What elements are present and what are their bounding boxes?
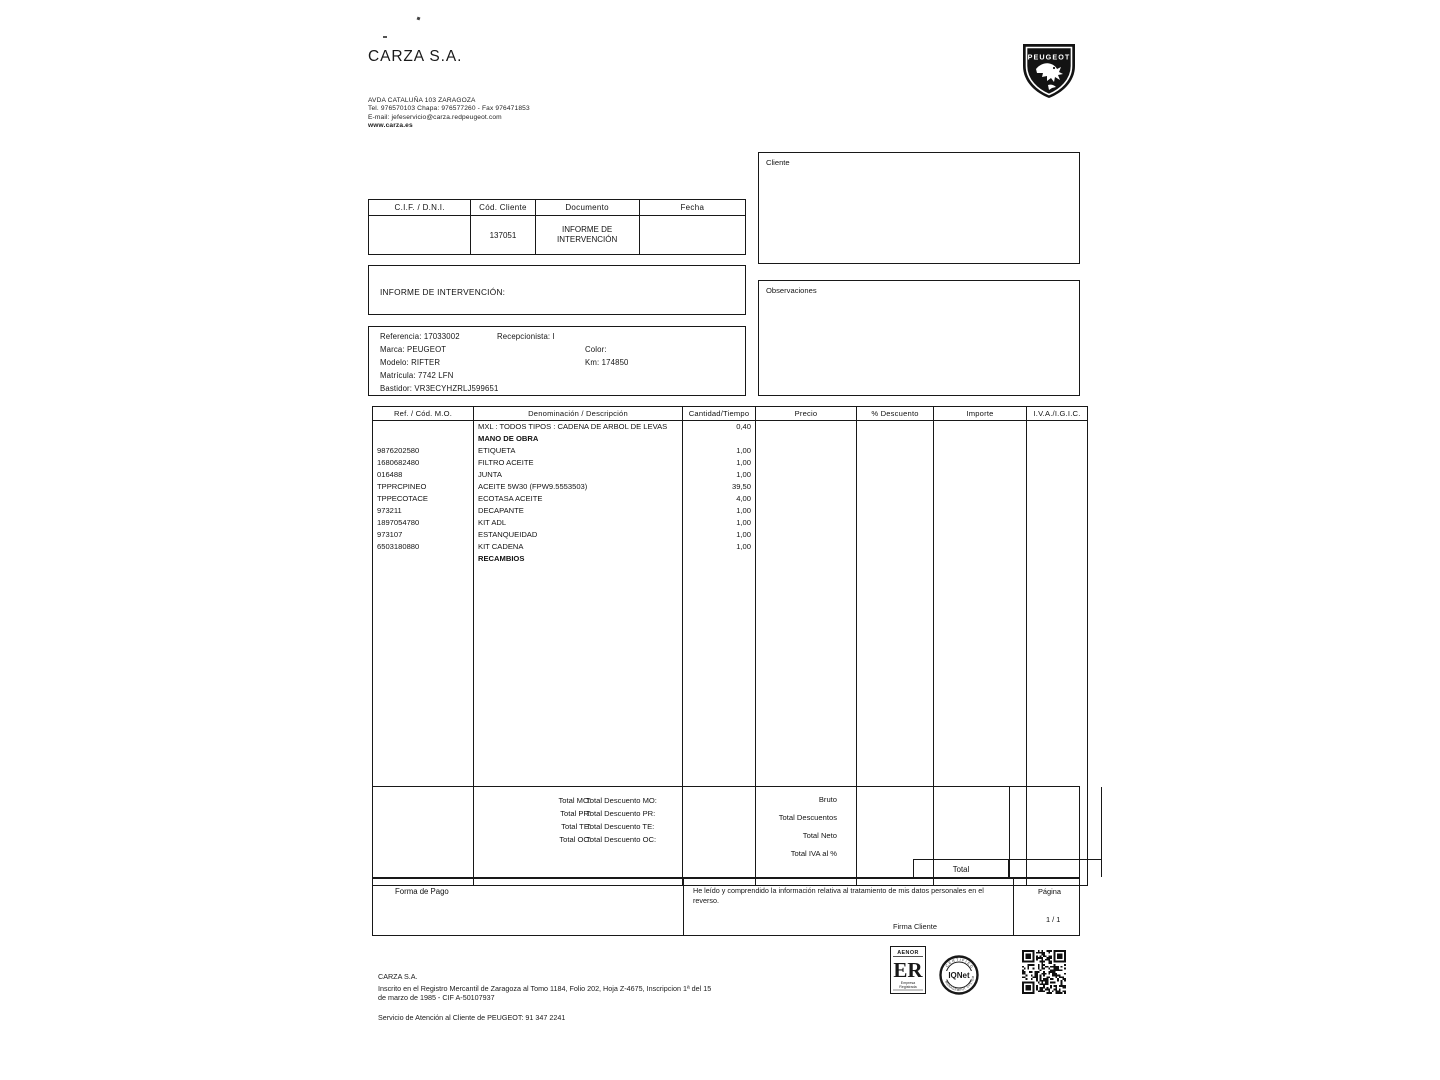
cell-cantidad: 39,50	[683, 481, 756, 493]
totals-row-label: Total Neto	[802, 831, 837, 840]
value-fecha	[639, 216, 745, 255]
table-row	[373, 529, 1088, 541]
cell-importe	[934, 553, 1027, 565]
total-left-label-1: Total PR:	[560, 809, 591, 818]
table-row	[373, 553, 1088, 565]
cell-ref: TPPECOTACE	[373, 493, 474, 505]
firma-cliente-label: Firma Cliente	[893, 922, 937, 931]
cell-importe	[934, 445, 1027, 457]
vehicle-matricula: Matrícula: 7742 LFN	[380, 371, 454, 380]
total-discount-label-1: Total Descuento PR:	[586, 809, 656, 818]
cell-denominacion: FILTRO ACEITE	[474, 457, 683, 469]
header-documento: Documento	[535, 200, 639, 216]
cell-ref	[373, 433, 474, 445]
legal-company: CARZA S.A.	[378, 972, 418, 981]
cell-importe	[934, 493, 1027, 505]
cell-descuento	[857, 445, 934, 457]
cell-descuento	[857, 421, 934, 434]
cell-importe	[934, 481, 1027, 493]
cell-denominacion: ESTANQUEIDAD	[474, 529, 683, 541]
header-cod-cliente: Cód. Cliente	[471, 200, 535, 216]
cell-descuento	[857, 553, 934, 565]
documento-line-1: INFORME DE	[562, 225, 613, 234]
totals-row-2	[802, 827, 1079, 845]
peugeot-logo	[1018, 40, 1080, 100]
svg-text:MANAGEMENT SYSTEM: MANAGEMENT SYSTEM	[944, 975, 976, 993]
cell-denominacion: DECAPANTE	[474, 505, 683, 517]
company-email-line: E-mail: jefeservicio@carza.redpeugeot.com	[368, 113, 502, 121]
cell-cantidad: 1,00	[683, 505, 756, 517]
company-phone-line: Tel. 976570103 Chapa: 976577260 - Fax 976471853	[368, 105, 530, 113]
cell-ref: 6503180880	[373, 541, 474, 553]
cell-cantidad: 0,40	[683, 421, 756, 434]
cell-importe	[934, 517, 1027, 529]
cell-importe	[934, 505, 1027, 517]
footer-divider-pagina	[1013, 879, 1014, 935]
cell-importe	[934, 457, 1027, 469]
qr-code	[1018, 950, 1070, 994]
cell-importe	[934, 421, 1027, 434]
legal-registry-line-1: Inscrito en el Registro Mercantil de Zaragoza al Tomo 1184, Folio 202, Hoja Z-4675, Inscripcion 1ª del 15	[378, 983, 712, 993]
cell-ref: 973211	[373, 505, 474, 517]
cell-cantidad: 1,00	[683, 517, 756, 529]
header-ref: Ref. / Cód. M.O.	[373, 407, 474, 421]
svg-text:Registrada: Registrada	[899, 985, 917, 989]
cell-denominacion: MXL : TODOS TIPOS : CADENA DE ARBOL DE LEVAS	[474, 421, 683, 434]
header-cantidad: Cantidad/Tiempo	[683, 407, 756, 421]
cell-ref: 1897054780	[373, 517, 474, 529]
cell-denominacion: ETIQUETA	[474, 445, 683, 457]
cell-iva	[1027, 493, 1088, 505]
cell-iva	[1027, 481, 1088, 493]
forma-de-pago-label: Forma de Pago	[395, 887, 449, 896]
scan-artifact	[383, 36, 387, 38]
totals-row-label: Total IVA al %	[790, 849, 837, 858]
vehicle-color: Color:	[585, 345, 607, 354]
cell-iva	[1027, 433, 1088, 445]
table-row	[373, 445, 1088, 457]
cell-descuento	[857, 517, 934, 529]
cell-ref: 016488	[373, 469, 474, 481]
cell-precio	[756, 541, 857, 553]
cell-descuento	[857, 469, 934, 481]
vehicle-km: Km: 174850	[585, 358, 629, 367]
table-row	[373, 457, 1088, 469]
vehicle-bastidor: Bastidor: VR3ECYHZRLJ599651	[380, 384, 499, 393]
cell-cantidad: 1,00	[683, 541, 756, 553]
table-row	[373, 541, 1088, 553]
pagina-label: Página	[1038, 887, 1062, 896]
informe-intervencion-box	[368, 265, 746, 315]
vehicle-referencia: Referencia: 17033002	[380, 332, 460, 341]
company-address-line: AVDA CATALUÑA 103 ZARAGOZA	[368, 97, 476, 104]
header-iva: I.V.A./I.G.I.C.	[1027, 407, 1088, 421]
table-row	[373, 517, 1088, 529]
cell-denominacion: KIT CADENA	[474, 541, 683, 553]
cell-cantidad: 1,00	[683, 445, 756, 457]
value-documento	[535, 216, 639, 255]
svg-text:AENOR: AENOR	[897, 950, 919, 956]
cell-importe	[934, 469, 1027, 481]
cell-ref: TPPRCPINEO	[373, 481, 474, 493]
cell-precio	[756, 469, 857, 481]
cell-denominacion: KIT ADL	[474, 517, 683, 529]
cell-cantidad: 1,00	[683, 469, 756, 481]
vehicle-recepcionista: Recepcionista: I	[497, 332, 555, 341]
cell-iva	[1027, 469, 1088, 481]
totals-section	[372, 786, 1080, 878]
cell-iva	[1027, 505, 1088, 517]
table-row	[369, 216, 746, 255]
total-left-label-2: Total TE:	[561, 822, 591, 831]
cell-descuento	[857, 541, 934, 553]
cell-cantidad	[683, 433, 756, 445]
cell-denominacion: JUNTA	[474, 469, 683, 481]
svg-text:IQNet: IQNet	[948, 971, 970, 980]
cell-cantidad	[683, 553, 756, 565]
cell-precio	[756, 505, 857, 517]
cell-descuento	[857, 481, 934, 493]
cell-descuento	[857, 433, 934, 445]
vehicle-marca: Marca: PEUGEOT	[380, 345, 447, 354]
totals-left-column	[481, 794, 591, 846]
pagina-value: 1 / 1	[1046, 915, 1061, 924]
cell-importe	[934, 433, 1027, 445]
legal-registry-line-2: de marzo de 1985 - CIF A-50107937	[378, 993, 495, 1002]
cell-importe	[934, 541, 1027, 553]
footer-divider-consent	[683, 879, 684, 935]
cell-precio	[756, 445, 857, 457]
total-left-label-0: Total MO:	[558, 796, 591, 805]
table-header-row	[369, 200, 746, 216]
cell-ref: 9876202580	[373, 445, 474, 457]
company-website: www.carza.es	[368, 122, 413, 130]
observaciones-box	[758, 280, 1080, 396]
table-row	[373, 481, 1088, 493]
items-header-row	[373, 407, 1088, 421]
header-importe: Importe	[934, 407, 1027, 421]
cell-cantidad: 4,00	[683, 493, 756, 505]
header-descuento: % Descuento	[857, 407, 934, 421]
cell-denominacion: ACEITE 5W30 (FPW9.5553503)	[474, 481, 683, 493]
cell-denominacion: MANO DE OBRA	[474, 433, 683, 445]
table-row	[373, 505, 1088, 517]
footer-row	[372, 878, 1080, 936]
cell-precio	[756, 517, 857, 529]
cell-iva	[1027, 445, 1088, 457]
informe-label: INFORME DE INTERVENCIÓN:	[380, 287, 506, 297]
table-row	[373, 421, 1088, 434]
totals-row-1	[778, 809, 1079, 827]
cell-descuento	[857, 493, 934, 505]
total-discount-label-2: Total Descuento TE:	[586, 822, 655, 831]
vehicle-details-box	[368, 326, 746, 396]
table-row	[373, 493, 1088, 505]
totals-row-label: Bruto	[818, 795, 837, 804]
company-contact-block	[368, 97, 530, 131]
total-discount-label-0: Total Descuento MO:	[586, 796, 657, 805]
cell-iva	[1027, 553, 1088, 565]
cliente-label: Cliente	[766, 158, 790, 167]
svg-text:ER: ER	[893, 958, 923, 982]
cell-denominacion: RECAMBIOS	[474, 553, 683, 565]
cell-precio	[756, 433, 857, 445]
cell-denominacion: ECOTASA ACEITE	[474, 493, 683, 505]
total-discount-label-3: Total Descuento OC:	[586, 835, 657, 844]
cell-descuento	[857, 457, 934, 469]
cell-ref	[373, 553, 474, 565]
totals-row-0	[818, 791, 1079, 809]
cell-descuento	[857, 529, 934, 541]
cell-iva	[1027, 421, 1088, 434]
table-row	[373, 433, 1088, 445]
totals-middle-column	[586, 794, 746, 846]
cell-ref	[373, 421, 474, 434]
svg-text:Empresa: Empresa	[900, 981, 916, 985]
cell-importe	[934, 529, 1027, 541]
company-name: CARZA S.A.	[368, 48, 463, 65]
cell-ref: 1680682480	[373, 457, 474, 469]
consent-text: He leído y comprendido la información relativa al tratamiento de mis datos personales en el reverso.	[693, 886, 984, 905]
totals-row-label: Total Descuentos	[778, 813, 837, 822]
value-cif	[369, 216, 471, 255]
cell-precio	[756, 529, 857, 541]
cell-iva	[1027, 457, 1088, 469]
cell-cantidad: 1,00	[683, 457, 756, 469]
cell-ref: 973107	[373, 529, 474, 541]
value-cod-cliente: 137051	[471, 216, 535, 255]
iqnet-certification-icon	[936, 955, 982, 995]
cell-precio	[756, 481, 857, 493]
documento-line-2: INTERVENCIÓN	[556, 235, 618, 244]
observaciones-label: Observaciones	[766, 286, 817, 295]
header-precio: Precio	[756, 407, 857, 421]
cell-descuento	[857, 505, 934, 517]
totals-divider-iva	[1101, 787, 1102, 877]
totals-right-column	[778, 787, 1079, 877]
vehicle-modelo: Modelo: RIFTER	[380, 358, 441, 367]
cell-iva	[1027, 529, 1088, 541]
cell-iva	[1027, 541, 1088, 553]
cell-cantidad: 1,00	[683, 529, 756, 541]
scan-artifact	[417, 17, 421, 21]
total-label-cell: Total	[913, 859, 1009, 878]
document-info-table	[368, 199, 746, 253]
cell-precio	[756, 421, 857, 434]
cell-precio	[756, 553, 857, 565]
svg-text:CERTIFIED: CERTIFIED	[944, 957, 975, 970]
legal-service-line: Servicio de Atención al Cliente de PEUGEOT: 91 347 2241	[378, 1012, 566, 1022]
cell-precio	[756, 457, 857, 469]
total-left-label-3: Total OC:	[559, 835, 591, 844]
legal-footer	[378, 972, 848, 1022]
header-cif: C.I.F. / D.N.I.	[369, 200, 471, 216]
aenor-certification-icon	[890, 946, 926, 994]
cell-iva	[1027, 517, 1088, 529]
header-fecha: Fecha	[639, 200, 745, 216]
header-denominacion: Denominación / Descripción	[474, 407, 683, 421]
svg-text:PEUGEOT: PEUGEOT	[1027, 52, 1071, 62]
cliente-box	[758, 152, 1080, 264]
cell-precio	[756, 493, 857, 505]
table-row	[373, 469, 1088, 481]
